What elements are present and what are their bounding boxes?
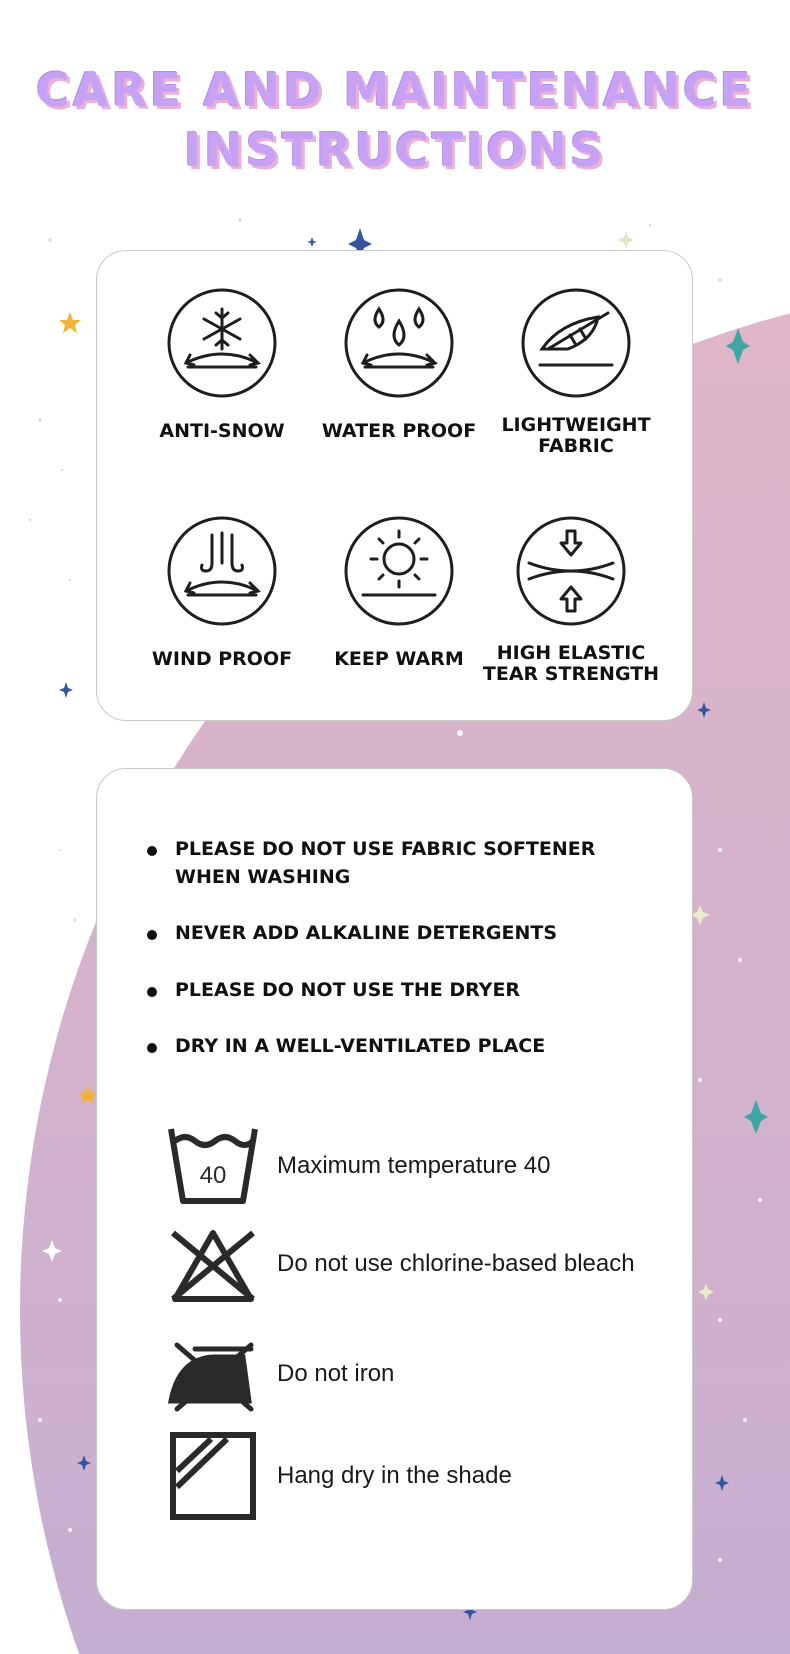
sun-icon <box>343 515 455 627</box>
gold-star-icon <box>59 312 81 333</box>
feature-label: WATER PROOF <box>321 420 477 442</box>
wash-tub-40-icon <box>167 1121 259 1211</box>
feature-label: WIND PROOF <box>151 648 293 670</box>
bullet-icon <box>147 1043 157 1053</box>
feature-label: ANTI-SNOW <box>159 420 285 442</box>
feature-label: HIGH ELASTIC TEAR STRENGTH <box>482 642 660 685</box>
feature-wind-proof <box>132 515 312 670</box>
feature-anti-snow <box>132 287 312 442</box>
care-text: Do not use chlorine-based bleach <box>277 1250 635 1277</box>
instruction-item <box>147 1032 647 1060</box>
no-iron-icon <box>167 1329 259 1419</box>
feature-label: KEEP WARM <box>334 648 464 670</box>
feature-water-proof <box>309 287 489 442</box>
features-card <box>96 250 693 721</box>
care-text: Do not iron <box>277 1360 395 1387</box>
bullet-icon <box>147 846 157 856</box>
shade-dry-icon <box>167 1431 259 1521</box>
page-title <box>0 60 790 180</box>
no-bleach-icon <box>167 1219 259 1309</box>
blue-sparkle-icon <box>59 682 73 698</box>
wash-temperature-badge: 40 <box>199 1162 227 1189</box>
feature-lightweight <box>486 287 666 457</box>
care-symbol-row <box>167 1219 687 1309</box>
wind-icon <box>166 515 278 627</box>
bullet-icon <box>147 987 157 997</box>
title-line-1: CARE AND MAINTENANCE <box>35 63 755 117</box>
cream-sparkle-icon <box>618 231 634 249</box>
instruction-text: PLEASE DO NOT USE THE DRYER <box>175 979 521 1001</box>
instruction-item <box>147 976 647 1004</box>
care-symbol-row <box>167 1121 687 1211</box>
instruction-text: NEVER ADD ALKALINE DETERGENTS <box>175 922 558 944</box>
care-symbol-row <box>167 1431 687 1521</box>
tear-strength-icon <box>515 515 627 627</box>
instruction-text: DRY IN A WELL-VENTILATED PLACE <box>175 1035 546 1057</box>
title-line-2: INSTRUCTIONS <box>184 123 606 177</box>
bullet-icon <box>147 930 157 940</box>
feature-tear-strength <box>481 515 661 685</box>
care-instructions-card <box>96 768 693 1610</box>
care-text: Maximum temperature 40 <box>277 1152 551 1179</box>
feature-label: LIGHTWEIGHT FABRIC <box>501 414 651 457</box>
instruction-item <box>147 919 647 947</box>
snowflake-icon <box>166 287 278 399</box>
water-drops-icon <box>343 287 455 399</box>
instruction-item <box>147 835 647 891</box>
feather-icon <box>520 287 632 399</box>
care-text: Hang dry in the shade <box>277 1462 512 1489</box>
instruction-text: PLEASE DO NOT USE FABRIC SOFTENER WHEN WASHING <box>175 838 596 888</box>
care-symbol-row <box>167 1329 687 1419</box>
blue-sparkle-icon <box>307 237 317 247</box>
feature-keep-warm <box>309 515 489 670</box>
